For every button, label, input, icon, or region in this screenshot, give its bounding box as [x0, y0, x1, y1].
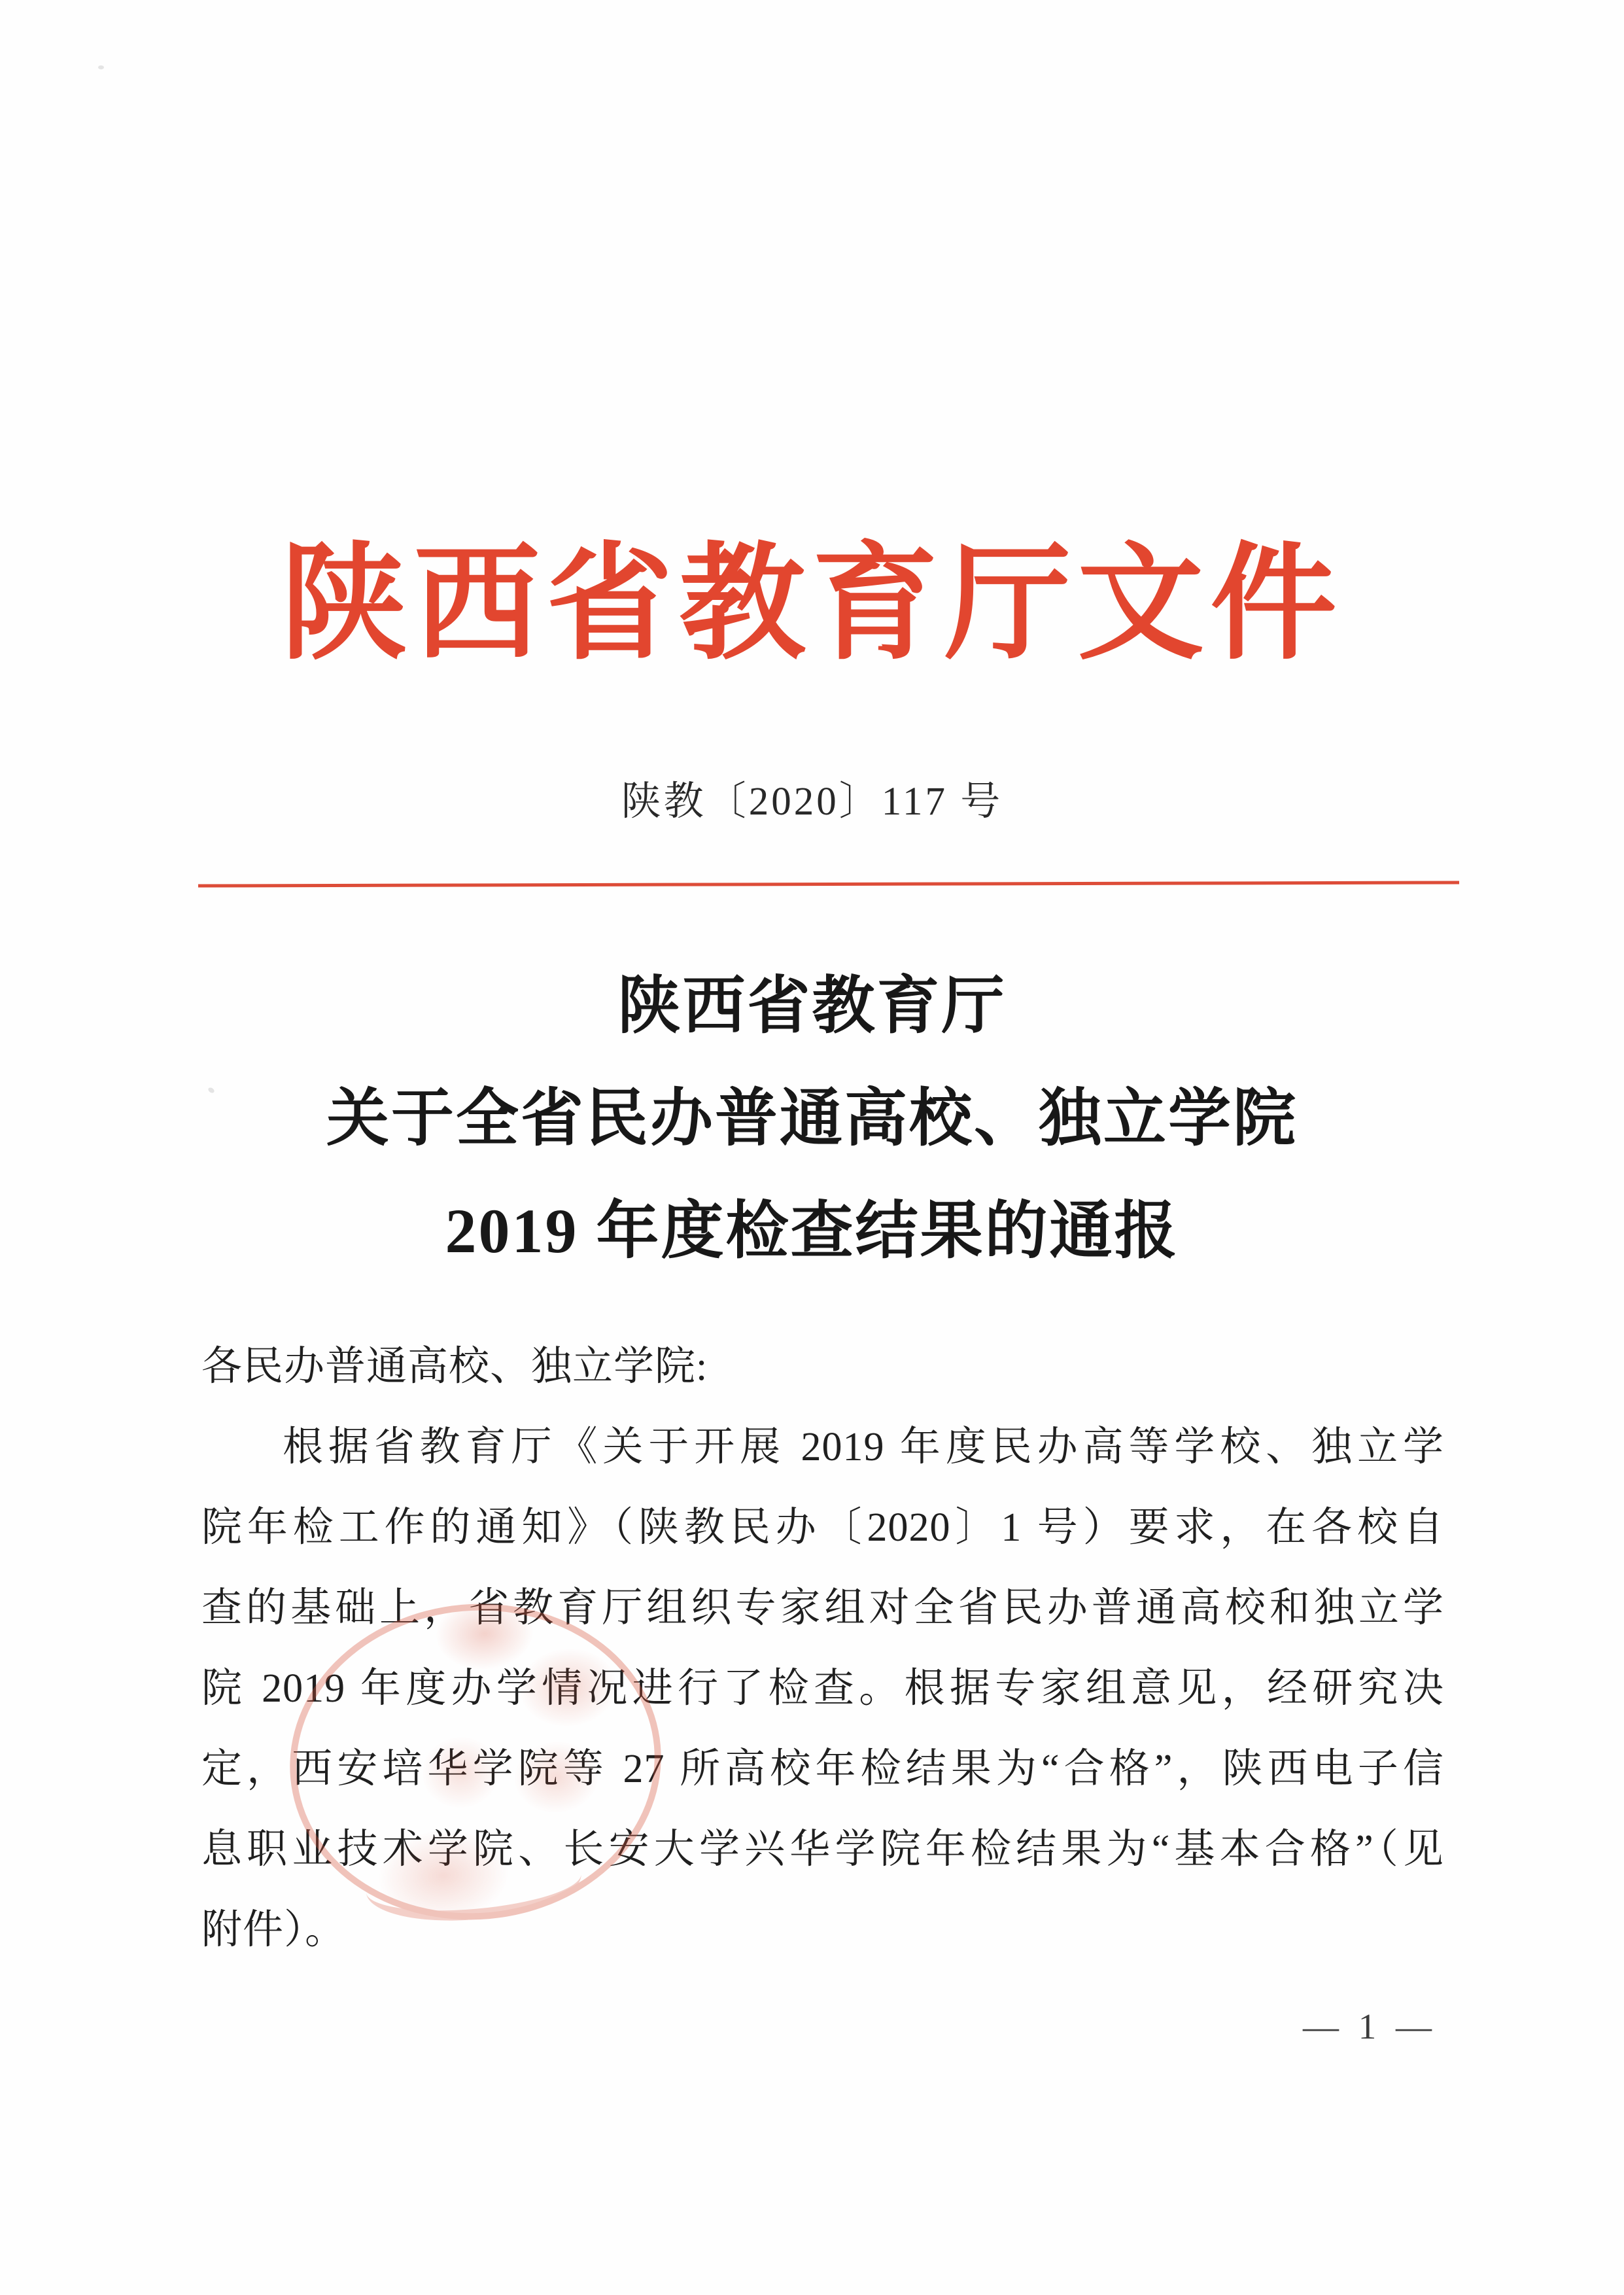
document-title-line-3: 2019 年度检查结果的通报 [445, 1196, 1179, 1266]
document-body [201, 1327, 1444, 1971]
paragraph-line: 附件）。 [201, 1908, 347, 1952]
scan-speck [98, 65, 104, 69]
document-title [0, 950, 1624, 1288]
paragraph-line: 院年检工作的通知》（陕教民办〔2020〕1 号）要求，在各校自 [201, 1505, 1444, 1550]
letterhead-agency-title: 陕西省教育厅文件 [281, 534, 1343, 674]
document-title-line-2: 关于全省民办普通高校、独立学院 [326, 1083, 1298, 1153]
document-reference-number: 陕教〔2020〕117 号 [621, 780, 1003, 824]
page-number: — 1 — [1303, 2006, 1437, 2046]
paragraph-line: 查的基础上，省教育厅组织专家组对全省民办普通高校和独立学 [201, 1586, 1444, 1630]
paragraph-line: 定，西安培华学院等 27 所高校年检结果为“合格”，陕西电子信 [201, 1747, 1444, 1791]
paragraph-line: 院 2019 年度办学情况进行了检查。根据专家组意见，经研究决 [201, 1666, 1444, 1711]
document-title-line-1: 陕西省教育厅 [617, 971, 1007, 1041]
paragraph-line: 息职业技术学院、长安大学兴华学院年检结果为“基本合格”（见 [201, 1827, 1444, 1872]
letterhead-divider-rule [198, 881, 1459, 887]
paragraph-line: 根据省教育厅《关于开展 2019 年度民办高等学校、独立学 [283, 1425, 1444, 1469]
salutation-line: 各民办普通高校、独立学院: [201, 1344, 708, 1389]
